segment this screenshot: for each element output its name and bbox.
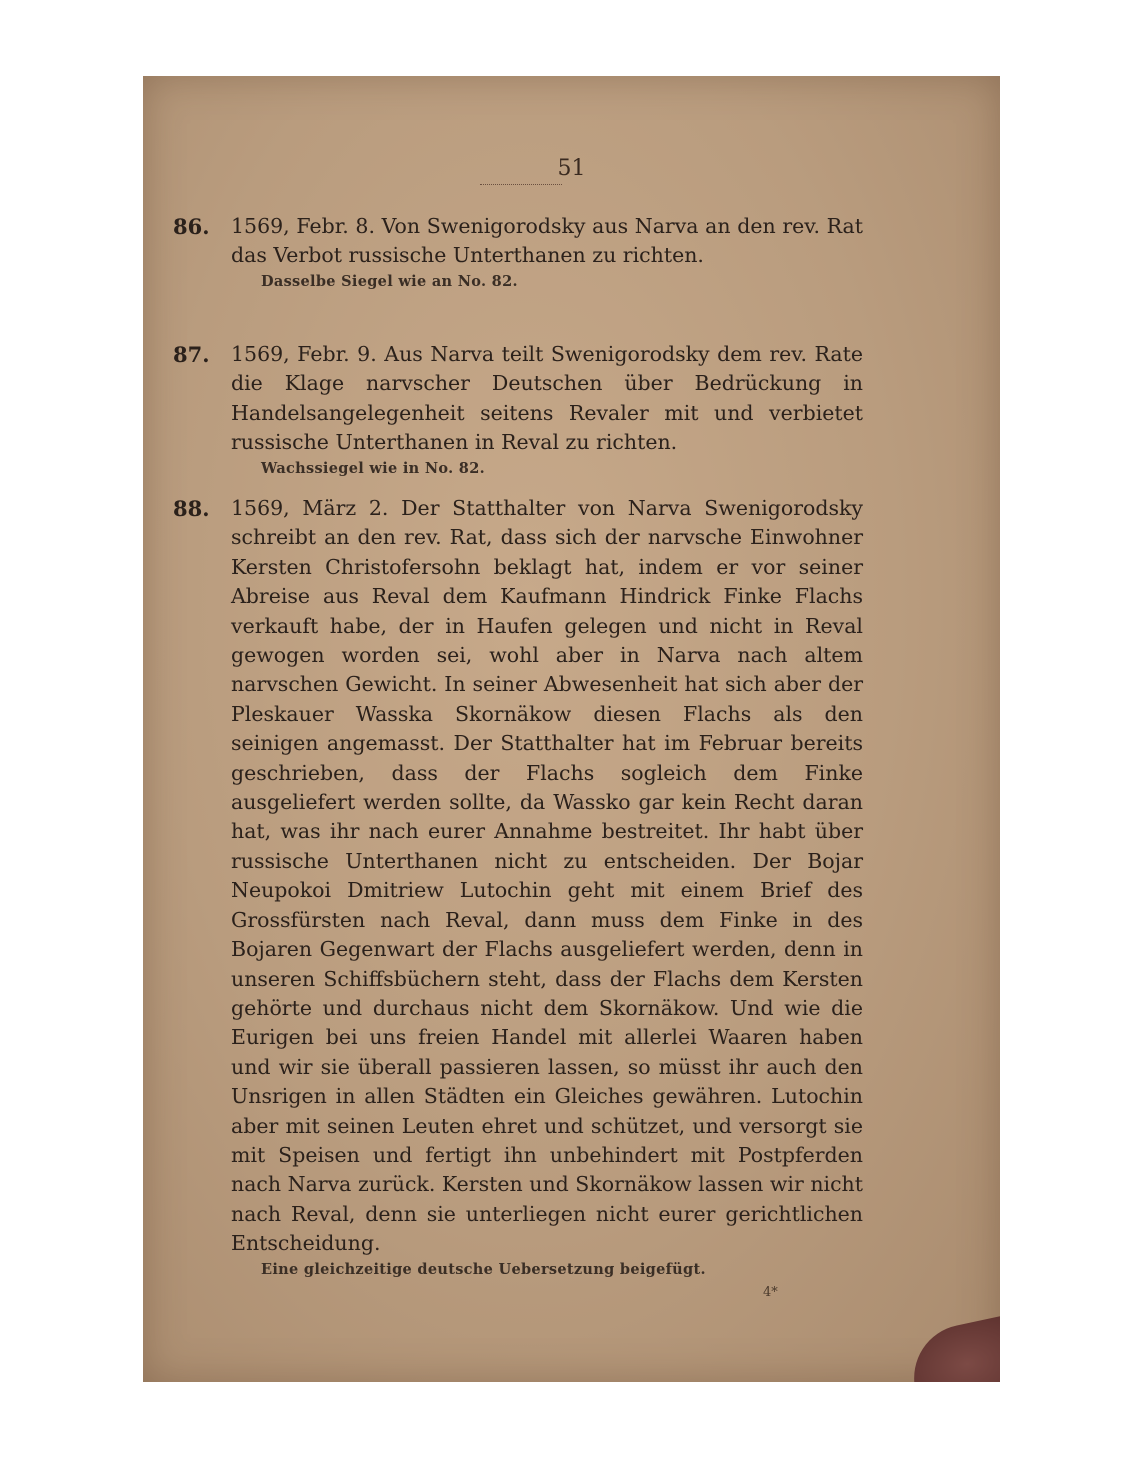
signature-mark: 4*	[763, 1285, 778, 1300]
entry-86	[173, 212, 863, 293]
entry-88	[173, 494, 863, 1281]
entry-note: Eine gleichzeitige deutsche Uebersetzung beigefügt.	[261, 1260, 706, 1278]
entry-text: 1569, März 2. Der Statthalter von Narva Swenigorodsky schreibt an den rev. Rat, dass sich der narvsche Einwohner Kersten Christofersohn beklagt hat, indem er vor seiner Abreise aus Reval dem Kaufmann Hindrick Finke Flachs verkauft habe, der in Haufen gelegen und nicht in Reval gewogen worden sei, wohl aber in Narva nach altem narvschen Gewicht. In seiner Abwesenheit hat sich aber der Pleskauer Wasska Skornäkow diesen Flachs als den seinigen angemasst. Der Statthalter hat im Februar bereits geschrieben, dass der Flachs sogleich dem Finke ausgeliefert werden sollte, da Wassko gar kein Recht daran hat, was ihr nach eurer Annahme bestreitet. Ihr habt über russische Unterthanen nicht zu entscheiden. Der Bojar Neupokoi Dmitriew Lutochin geht mit einem Brief des Grossfürsten nach Reval, dann muss dem Finke in des Bojaren Gegenwart der Flachs ausgeliefert werden, denn in unseren Schiffsbüchern steht, dass der Flachs dem Kersten gehörte und durchaus nicht dem Skornäkow. Und wie die Eurigen bei uns freien Handel mit allerlei Waaren haben und wir sie überall passieren lassen, so müsst ihr auch den Unsrigen in allen Städten ein Gleiches gewähren. Lutochin aber mit seinen Leuten ehret und schützet, und versorgt sie mit Speisen und fertigt ihn unbehindert mit Postpferden nach Narva zurück. Kersten und Skornäkow lassen wir nicht nach Reval, denn sie unterliegen nicht eurer gerichtlichen Entscheidung.	[231, 496, 863, 1256]
thumb-shadow	[904, 1308, 1000, 1382]
entry-number: 86.	[173, 214, 210, 239]
entry-number: 88.	[173, 496, 210, 521]
entry-87	[173, 340, 863, 480]
document-page	[143, 76, 1000, 1382]
entry-text: 1569, Febr. 9. Aus Narva teilt Swenigorodsky dem rev. Rate die Klage narvscher Deutschen über Bedrückung in Handelsangelegenheit seitens Revaler mit und verbietet russische Unterthanen in Reval zu richten.	[231, 342, 863, 455]
page-number: 51	[557, 156, 586, 181]
entry-number: 87.	[173, 342, 210, 367]
page-number-rule	[480, 184, 562, 187]
entry-note: Dasselbe Siegel wie an No. 82.	[261, 272, 518, 290]
entry-note: Wachssiegel wie in No. 82.	[261, 459, 485, 477]
entry-text: 1569, Febr. 8. Von Swenigorodsky aus Narva an den rev. Rat das Verbot russische Unterthanen zu richten.	[231, 214, 863, 268]
